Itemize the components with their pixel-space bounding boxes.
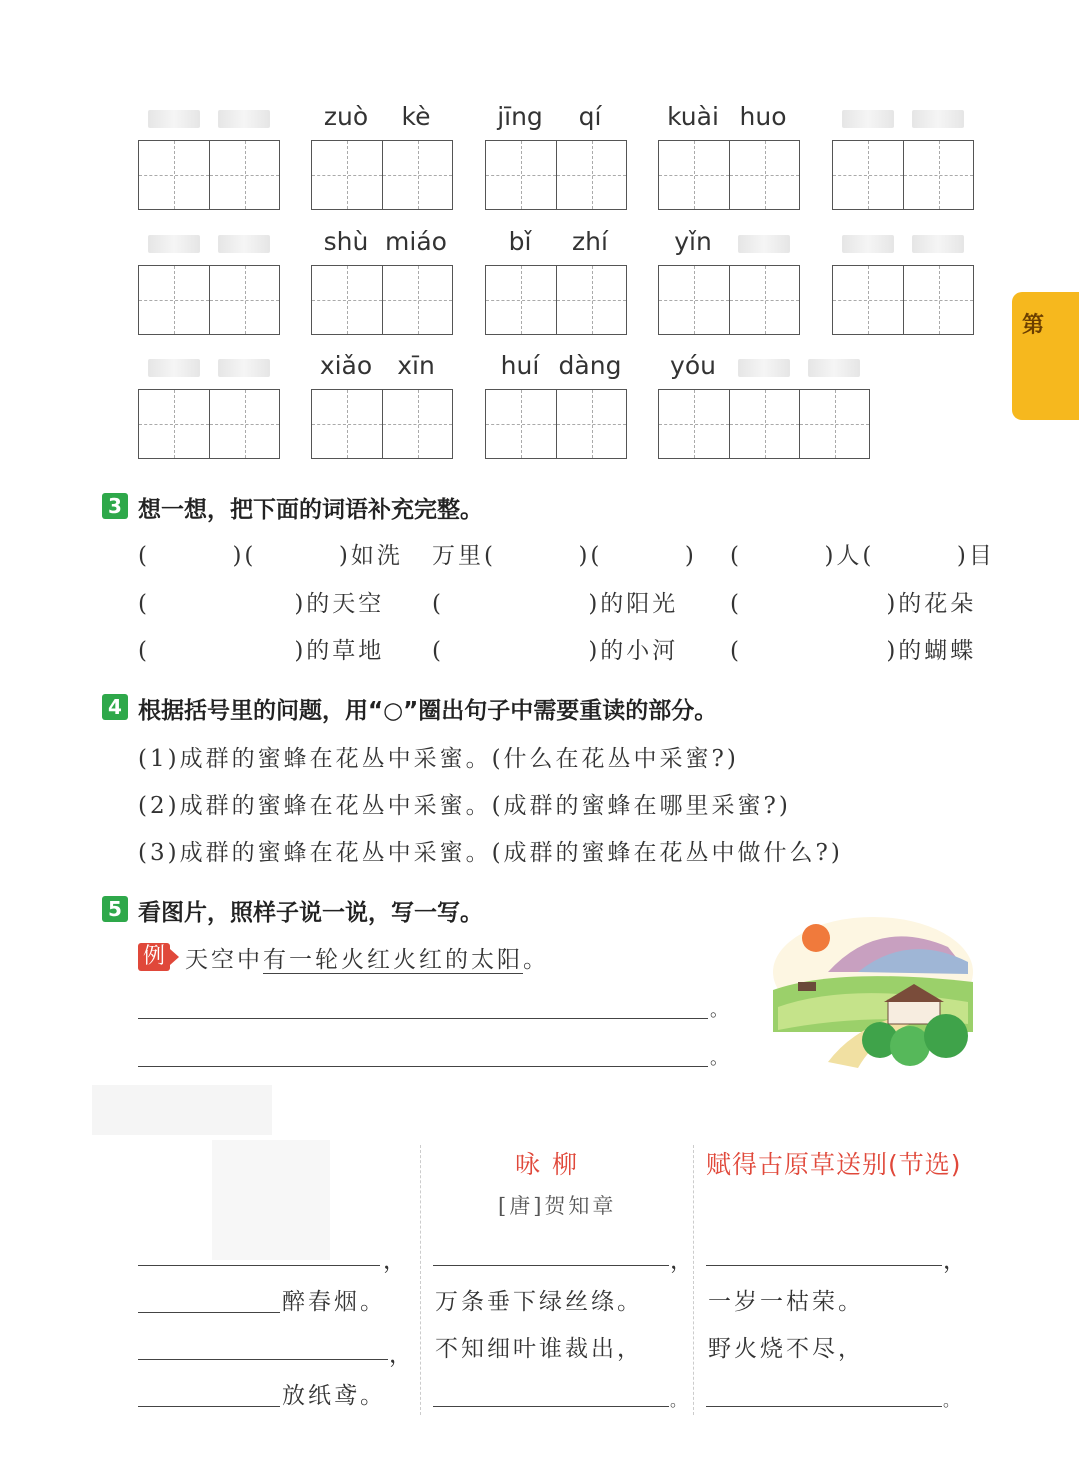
writing-grid-box[interactable] bbox=[658, 265, 800, 335]
obscured-pinyin bbox=[912, 235, 964, 253]
writing-cell[interactable] bbox=[729, 141, 799, 209]
writing-cell[interactable] bbox=[833, 266, 903, 334]
writing-cell[interactable] bbox=[312, 390, 382, 458]
pinyin-syllable: yǐn bbox=[674, 227, 712, 256]
writing-cell[interactable] bbox=[486, 266, 556, 334]
answer-line-2[interactable] bbox=[138, 1066, 708, 1067]
pinyin-syllable: zhí bbox=[572, 227, 608, 256]
landscape-illustration bbox=[768, 912, 978, 1068]
writing-cell[interactable] bbox=[556, 141, 626, 209]
poem-author: [唐]贺知章 bbox=[498, 1194, 617, 1218]
writing-cell[interactable] bbox=[903, 266, 973, 334]
writing-cell[interactable] bbox=[903, 141, 973, 209]
writing-cell[interactable] bbox=[833, 141, 903, 209]
writing-cell[interactable] bbox=[382, 266, 452, 334]
writing-cell[interactable] bbox=[659, 266, 729, 334]
left-poem-comma-2: ， bbox=[389, 1342, 415, 1368]
pinyin-syllable: miáo bbox=[385, 227, 447, 256]
left-poem-blank-4[interactable] bbox=[138, 1406, 280, 1407]
obscured-pinyin bbox=[842, 110, 894, 128]
obscured-pinyin bbox=[738, 359, 790, 377]
writing-grid-box[interactable] bbox=[138, 265, 280, 335]
word-blank-item[interactable]: ( )( )如洗 bbox=[138, 543, 403, 569]
pinyin-syllable: kuài bbox=[667, 102, 719, 131]
writing-grid-box[interactable] bbox=[832, 140, 974, 210]
left-poem-blank-3[interactable] bbox=[138, 1359, 388, 1360]
word-blank-item[interactable]: ( )的蝴蝶 bbox=[730, 638, 977, 664]
writing-cell[interactable] bbox=[139, 266, 209, 334]
right-poem-blank-1[interactable] bbox=[706, 1265, 942, 1266]
writing-cell[interactable] bbox=[659, 141, 729, 209]
obscured-pinyin bbox=[148, 110, 200, 128]
right-poem-line-3: 野火烧不尽， bbox=[708, 1336, 864, 1362]
divider bbox=[693, 1145, 694, 1415]
word-blank-item[interactable]: 万里( )( ) bbox=[432, 543, 697, 569]
covered-title bbox=[212, 1140, 330, 1260]
word-blank-item[interactable]: ( )人( )目 bbox=[730, 543, 995, 569]
pinyin-syllable: qí bbox=[578, 102, 602, 131]
q4-item-1[interactable]: (1)成群的蜜蜂在花丛中采蜜。(什么在花丛中采蜜?) bbox=[138, 746, 739, 772]
right-poem-comma: ， bbox=[943, 1248, 969, 1274]
poem-title-yongliu: 咏 柳 bbox=[515, 1150, 579, 1179]
answer-line-1[interactable] bbox=[138, 1018, 708, 1019]
left-poem-line-2: 醉春烟。 bbox=[282, 1289, 386, 1315]
writing-grid-box[interactable] bbox=[138, 389, 280, 459]
question-3-title: 想一想，把下面的词语补充完整。 bbox=[138, 497, 483, 523]
writing-cell[interactable] bbox=[729, 266, 799, 334]
pinyin-syllable: shù bbox=[323, 227, 369, 256]
writing-cell[interactable] bbox=[729, 390, 799, 458]
writing-cell[interactable] bbox=[486, 141, 556, 209]
pinyin-syllable: huo bbox=[739, 102, 787, 131]
writing-cell[interactable] bbox=[139, 390, 209, 458]
writing-grid-box[interactable] bbox=[311, 265, 453, 335]
writing-grid-box[interactable] bbox=[485, 265, 627, 335]
writing-cell[interactable] bbox=[209, 390, 279, 458]
writing-grid-box[interactable] bbox=[658, 389, 870, 459]
left-poem-blank-2[interactable] bbox=[138, 1312, 280, 1313]
divider bbox=[420, 1145, 421, 1415]
obscured-pinyin bbox=[218, 235, 270, 253]
left-poem-line-4: 放纸鸢。 bbox=[282, 1383, 386, 1409]
poem-title-fude: 赋得古原草送别(节选) bbox=[706, 1150, 962, 1179]
writing-cell[interactable] bbox=[209, 266, 279, 334]
writing-cell[interactable] bbox=[799, 390, 869, 458]
writing-cell[interactable] bbox=[312, 141, 382, 209]
obscured-pinyin bbox=[148, 235, 200, 253]
pinyin-syllable: dàng bbox=[558, 351, 622, 380]
pinyin-syllable: yóu bbox=[670, 351, 716, 380]
writing-cell[interactable] bbox=[209, 141, 279, 209]
answer-line-1-period: 。 bbox=[710, 1000, 731, 1021]
question-3-number: 3 bbox=[102, 493, 128, 519]
example-sentence: 天空中有一轮火红火红的太阳。 bbox=[185, 947, 549, 973]
writing-cell[interactable] bbox=[312, 266, 382, 334]
pinyin-syllable: xiǎo bbox=[319, 351, 373, 380]
writing-grid-box[interactable] bbox=[485, 389, 627, 459]
middle-poem-line-3: 不知细叶谁裁出， bbox=[435, 1336, 643, 1362]
word-blank-item[interactable]: ( )的天空 bbox=[138, 591, 385, 617]
middle-poem-line-2: 万条垂下绿丝绦。 bbox=[435, 1289, 643, 1315]
pinyin-syllable: xīn bbox=[397, 351, 435, 380]
q4-item-3[interactable]: (3)成群的蜜蜂在花丛中采蜜。(成群的蜜蜂在花丛中做什么?) bbox=[138, 840, 843, 866]
chapter-tab-label: 第 bbox=[1022, 313, 1045, 338]
writing-cell[interactable] bbox=[659, 390, 729, 458]
pinyin-syllable: kè bbox=[401, 102, 431, 131]
question-4-title: 根据括号里的问题，用“○”圈出句子中需要重读的部分。 bbox=[138, 698, 718, 724]
question-4-number: 4 bbox=[102, 694, 128, 720]
q4-item-2[interactable]: (2)成群的蜜蜂在花丛中采蜜。(成群的蜜蜂在哪里采蜜?) bbox=[138, 793, 791, 819]
writing-cell[interactable] bbox=[382, 141, 452, 209]
answer-line-2-period: 。 bbox=[710, 1048, 731, 1069]
pinyin-syllable: bǐ bbox=[508, 227, 532, 256]
writing-grid-box[interactable] bbox=[138, 140, 280, 210]
writing-cell[interactable] bbox=[556, 390, 626, 458]
pinyin-syllable: jīng bbox=[497, 102, 543, 131]
example-tag: 例 bbox=[138, 943, 170, 971]
sun-icon bbox=[802, 924, 830, 952]
writing-cell[interactable] bbox=[382, 390, 452, 458]
writing-grid-box[interactable] bbox=[311, 140, 453, 210]
middle-poem-blank-1[interactable] bbox=[433, 1265, 669, 1266]
right-poem-line-2: 一岁一枯荣。 bbox=[708, 1289, 864, 1315]
middle-poem-comma: ， bbox=[670, 1248, 696, 1274]
writing-grid-box[interactable] bbox=[485, 140, 627, 210]
covered-area bbox=[92, 1085, 272, 1135]
left-poem-comma-1: ， bbox=[383, 1248, 409, 1274]
obscured-pinyin bbox=[218, 359, 270, 377]
writing-grid-box[interactable] bbox=[658, 140, 800, 210]
writing-cell[interactable] bbox=[139, 141, 209, 209]
right-poem-period: 。 bbox=[943, 1391, 963, 1410]
word-blank-item[interactable]: ( )的草地 bbox=[138, 638, 385, 664]
writing-cell[interactable] bbox=[556, 266, 626, 334]
right-poem-blank-4[interactable] bbox=[706, 1406, 942, 1407]
obscured-pinyin bbox=[218, 110, 270, 128]
writing-grid-box[interactable] bbox=[832, 265, 974, 335]
pinyin-syllable: huí bbox=[500, 351, 540, 380]
obscured-pinyin bbox=[912, 110, 964, 128]
writing-grid-box[interactable] bbox=[311, 389, 453, 459]
middle-poem-blank-4[interactable] bbox=[433, 1406, 669, 1407]
obscured-pinyin bbox=[808, 359, 860, 377]
question-5-title: 看图片，照样子说一说，写一写。 bbox=[138, 900, 483, 926]
word-blank-item[interactable]: ( )的阳光 bbox=[432, 591, 679, 617]
example-arrow-icon bbox=[170, 949, 179, 965]
middle-poem-period: 。 bbox=[670, 1391, 690, 1410]
obscured-pinyin bbox=[842, 235, 894, 253]
pinyin-syllable: zuò bbox=[323, 102, 369, 131]
writing-cell[interactable] bbox=[486, 390, 556, 458]
word-blank-item[interactable]: ( )的花朵 bbox=[730, 591, 977, 617]
obscured-pinyin bbox=[148, 359, 200, 377]
word-blank-item[interactable]: ( )的小河 bbox=[432, 638, 679, 664]
left-poem-blank-1[interactable] bbox=[138, 1265, 380, 1266]
question-5-number: 5 bbox=[102, 896, 128, 922]
obscured-pinyin bbox=[738, 235, 790, 253]
